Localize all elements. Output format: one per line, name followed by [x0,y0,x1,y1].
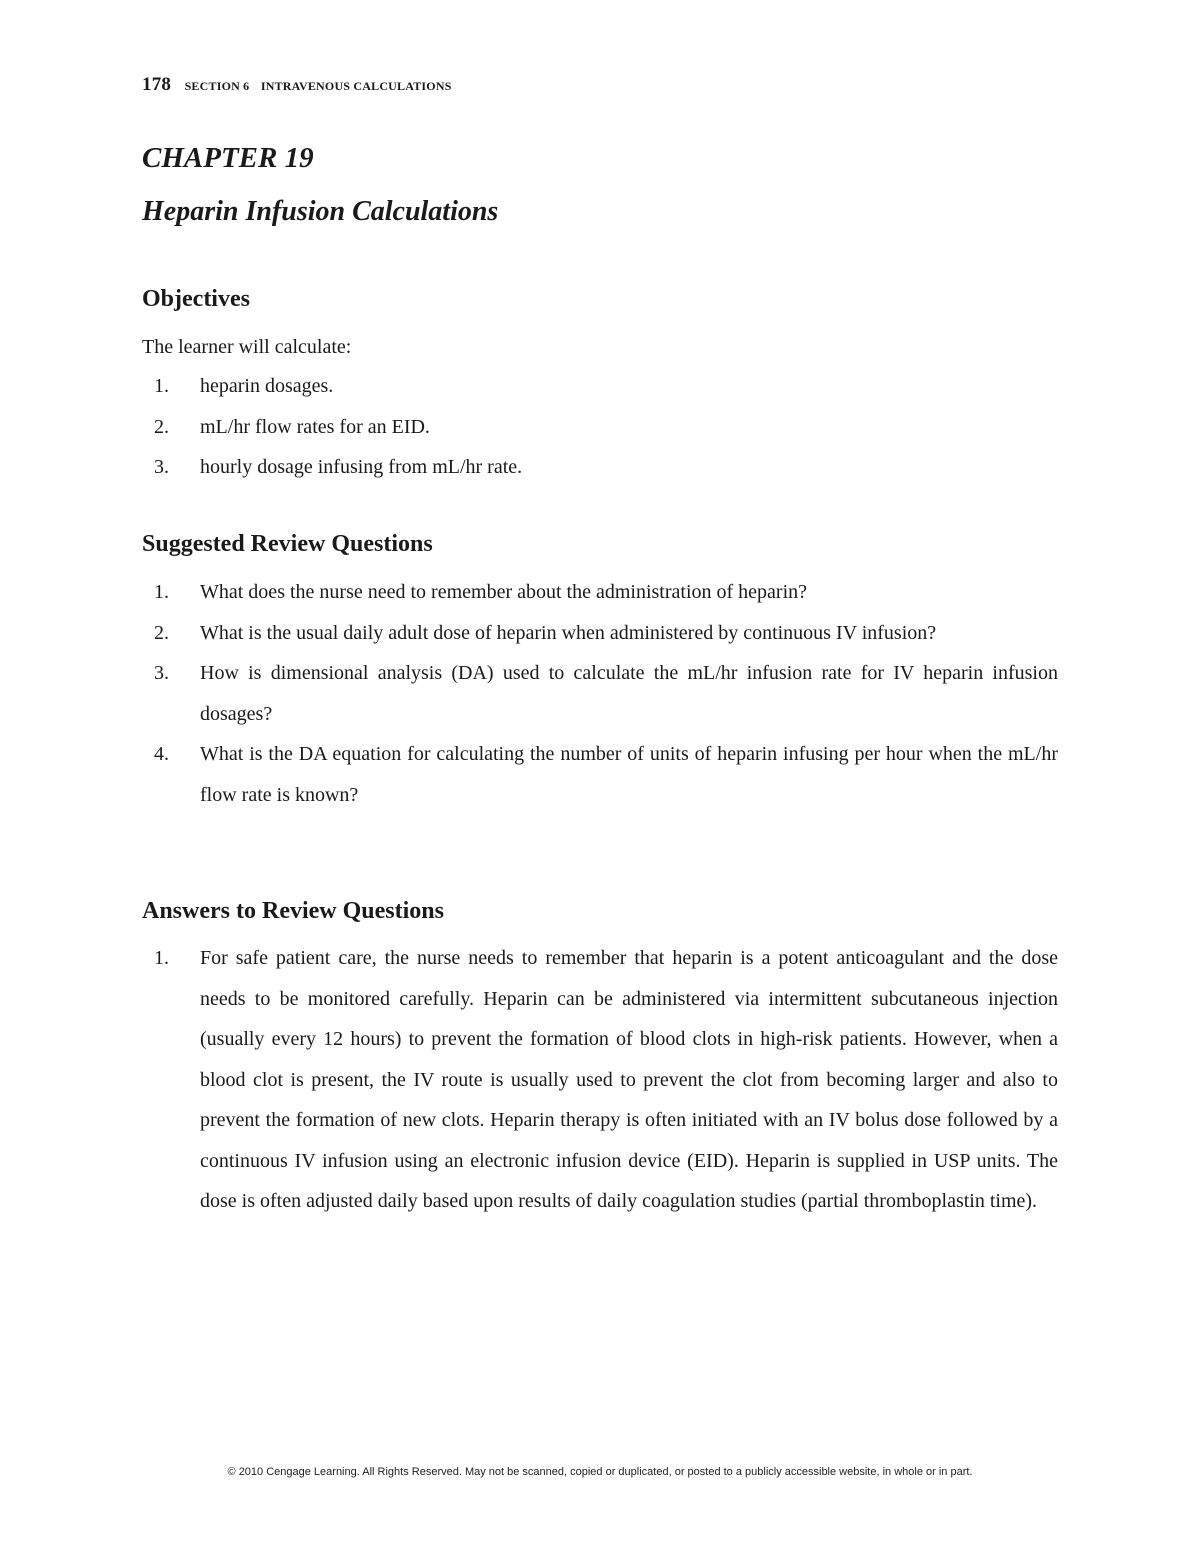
review-questions-list [142,572,1058,815]
list-item [142,613,1058,654]
list-item [142,938,1058,1222]
objectives-list [142,366,1058,488]
item-number: 1. [154,947,169,969]
answers-list [142,938,1058,1222]
item-text: How is dimensional analysis (DA) used to calculate the mL/hr infusion rate for IV heparin infusion dosages? [200,662,1058,725]
copyright-footer: © 2010 Cengage Learning. All Rights Reserved. May not be scanned, copied or duplicated, or posted to a publicly accessible website, in whole or in part. [227,1466,973,1478]
list-item [142,734,1058,815]
list-item [142,366,1058,407]
page-number: 178 [142,74,172,95]
item-text: For safe patient care, the nurse needs to remember that heparin is a potent anticoagulant and the dose needs to be monitored carefully. Heparin can be administered via intermittent subcutaneous injection (usually every 12 hours) to prevent the formation of blood clots in high-risk patients. However, when a blood clot is present, the IV route is usually used to prevent the clot from becoming larger and also to prevent the formation of new clots. Heparin therapy is often initiated with an IV bolus dose followed by a continuous IV infusion using an electronic infusion device (EID). Heparin is supplied in USP units. The dose is often adjusted daily based upon results of daily coagulation studies (partial thromboplastin time). [200,947,1058,1212]
item-text: heparin dosages. [200,375,334,397]
item-number: 4. [154,743,169,765]
item-number: 3. [154,456,169,478]
item-number: 2. [154,621,169,644]
objectives-heading: Objectives [142,286,250,312]
item-number: 1. [154,375,169,397]
list-item [142,572,1058,613]
list-item [142,407,1058,448]
item-text: What is the usual daily adult dose of heparin when administered by continuous IV infusion? [200,621,937,644]
list-item [142,653,1058,734]
chapter-label: CHAPTER 19 [142,142,314,174]
section-title: INTRAVENOUS CALCULATIONS [260,79,452,93]
item-number: 1. [154,581,169,603]
item-text: What does the nurse need to remember about the administration of heparin? [200,581,808,603]
answers-heading: Answers to Review Questions [142,898,444,924]
list-item [142,447,1058,488]
item-number: 3. [154,662,169,684]
objectives-intro: The learner will calculate: [142,336,352,358]
item-number: 2. [154,415,169,438]
section-label: SECTION 6 [184,79,250,93]
item-text: mL/hr flow rates for an EID. [200,415,430,438]
chapter-title: Heparin Infusion Calculations [142,196,499,227]
running-head [142,74,452,96]
review-questions-heading: Suggested Review Questions [142,531,433,557]
item-text: hourly dosage infusing from mL/hr rate. [200,456,523,478]
item-text: What is the DA equation for calculating the number of units of heparin infusing per hour when the mL/hr flow rate is known? [200,743,1058,806]
